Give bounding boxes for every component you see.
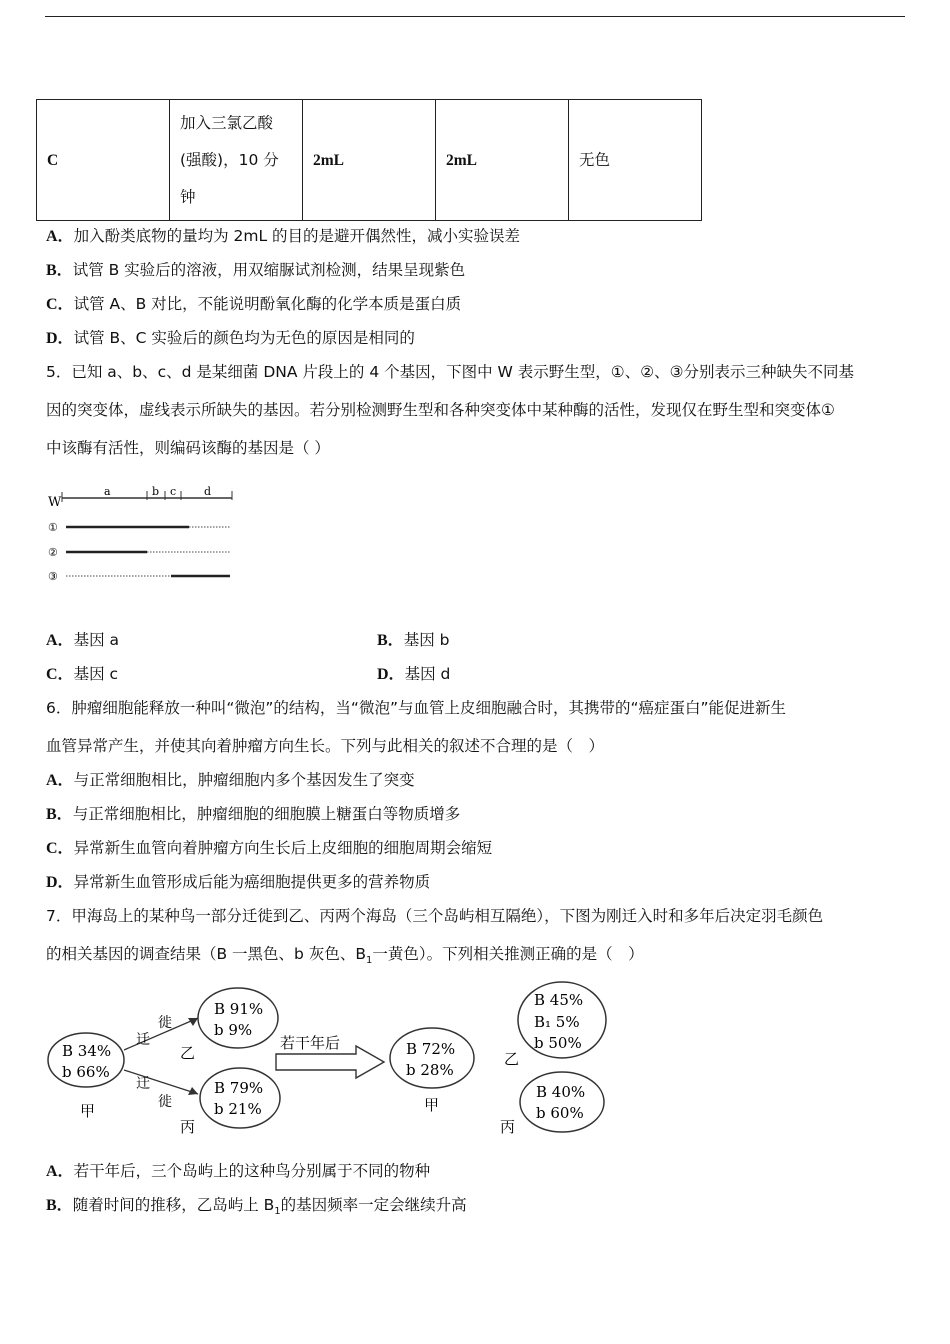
bing-initial-lower-b: b 21% <box>214 1100 262 1118</box>
q5-option-a: A．基因 a <box>46 631 119 649</box>
mutant-label-2: ② <box>48 546 58 559</box>
treatment-line-2: (强酸)，10 分 <box>180 150 279 169</box>
migrate-bottom-2: 徙 <box>158 1094 172 1110</box>
q7-option-a: A．若干年后，三个岛屿上的这种鸟分别属于不同的物种 <box>46 1162 431 1180</box>
migrate-top-2: 徙 <box>158 1015 172 1031</box>
mutant-label-1: ① <box>48 521 58 534</box>
q7-option-b: B．随着时间的推移，乙岛屿上 $B_1$的基因频率一定会继续升高 <box>46 1196 467 1218</box>
header-rule <box>45 16 905 17</box>
q7-stem-line-1: 7．甲海岛上的某种鸟一部分迁徙到乙、丙两个海岛（三个岛屿相互隔绝），下图为刚迁入时和多年后决定羽毛颜色 <box>46 907 824 925</box>
q5-stem-line-3: 中该酶有活性，则编码该酶的基因是（ ） <box>46 439 330 457</box>
yi-initial-lower-b: b 9% <box>214 1021 253 1039</box>
bing-label-later: 丙 <box>500 1118 516 1136</box>
q7-stem-line-2: 的相关基因的调查结果（B 一黑色、b 灰色、$B_1$一黄色）。下列相关推测正确的是（ ） <box>46 945 644 967</box>
gene-label-c: c <box>170 485 177 498</box>
q5-option-d: D．基因 d <box>377 665 451 683</box>
q4-option-b: B．试管 B 实验后的溶液，用双缩脲试剂检测，结果呈现紫色 <box>46 261 466 279</box>
q4-option-a: A．加入酚类底物的量均为 2mL 的目的是避开偶然性，减小实验误差 <box>46 227 521 245</box>
time-arrow-label: 若干年后 <box>280 1034 341 1052</box>
q5-option-b: B．基因 b <box>377 631 450 649</box>
jia-later-b: B 72% <box>406 1040 456 1058</box>
table-cell-tube: C <box>37 100 170 221</box>
table-cell-volume-2: 2mL <box>436 100 569 221</box>
jia-later-lower-b: b 28% <box>406 1061 454 1079</box>
island-gene-frequency-figure <box>44 980 614 1140</box>
treatment-line-3: 钟 <box>180 187 196 206</box>
q5-stem-line-2: 因的突变体，虚线表示所缺失的基因。若分别检测野生型和各种突变体中某种酶的活性，发现仅在野生型和突变体① <box>46 401 835 419</box>
yi-initial-b: B 91% <box>214 1000 264 1018</box>
migrate-top-1: 迁 <box>136 1032 150 1048</box>
q5-stem-line-1: 5．已知 a、b、c、d 是某细菌 DNA 片段上的 4 个基因，下图中 W 表示野生型，①、②、③分别表示三种缺失不同基 <box>46 363 854 381</box>
bing-later-lower-b: b 60% <box>536 1104 584 1122</box>
q6-stem-line-2: 血管异常产生，并使其向着肿瘤方向生长。下列与此相关的叙述不合理的是（ ） <box>46 737 605 755</box>
jia-initial-b: B 34% <box>62 1042 112 1060</box>
table-cell-color: 无色 <box>569 100 702 221</box>
treatment-line-1: 加入三氯乙酸 <box>180 113 274 132</box>
gene-label-a: a <box>104 485 111 498</box>
yi-later-lower-b: b 50% <box>534 1034 582 1052</box>
table-cell-volume-1: 2mL <box>303 100 436 221</box>
q4-option-c: C．试管 A、B 对比，不能说明酚氧化酶的化学本质是蛋白质 <box>46 295 462 313</box>
wild-type-label: W <box>48 495 62 510</box>
q6-option-b: B．与正常细胞相比，肿瘤细胞的细胞膜上糖蛋白等物质增多 <box>46 805 461 823</box>
bing-later-b: B 40% <box>536 1083 586 1101</box>
jia-initial-lower-b: b 66% <box>62 1063 110 1081</box>
yi-later-b: B 45% <box>534 991 584 1009</box>
gene-deletion-figure <box>44 478 244 588</box>
bing-initial-b: B 79% <box>214 1079 264 1097</box>
q6-option-c: C．异常新生血管向着肿瘤方向生长后上皮细胞的细胞周期会缩短 <box>46 839 493 857</box>
table-row <box>37 100 702 221</box>
yi-label-initial: 乙 <box>180 1044 196 1062</box>
q4-option-d: D．试管 B、C 实验后的颜色均为无色的原因是相同的 <box>46 329 415 347</box>
gene-label-d: d <box>204 485 212 498</box>
q6-option-a: A．与正常细胞相比，肿瘤细胞内多个基因发生了突变 <box>46 771 415 789</box>
yi-label-later: 乙 <box>504 1050 520 1068</box>
jia-label-initial: 甲 <box>80 1102 96 1120</box>
experiment-table <box>36 99 702 221</box>
gene-label-b: b <box>152 485 160 498</box>
mutant-label-3: ③ <box>48 570 58 583</box>
table-cell-treatment <box>170 100 303 221</box>
yi-later-b1: B₁ 5% <box>534 1013 580 1031</box>
q6-stem-line-1: 6．肿瘤细胞能释放一种叫“微泡”的结构，当“微泡”与血管上皮细胞融合时，其携带的“癌症蛋白”能促进新生 <box>46 699 787 717</box>
jia-label-later: 甲 <box>424 1096 440 1114</box>
q6-option-d: D．异常新生血管形成后能为癌细胞提供更多的营养物质 <box>46 873 431 891</box>
bing-label-initial: 丙 <box>180 1118 196 1136</box>
migrate-bottom-1: 迁 <box>136 1076 150 1092</box>
q5-option-c: C．基因 c <box>46 665 119 683</box>
